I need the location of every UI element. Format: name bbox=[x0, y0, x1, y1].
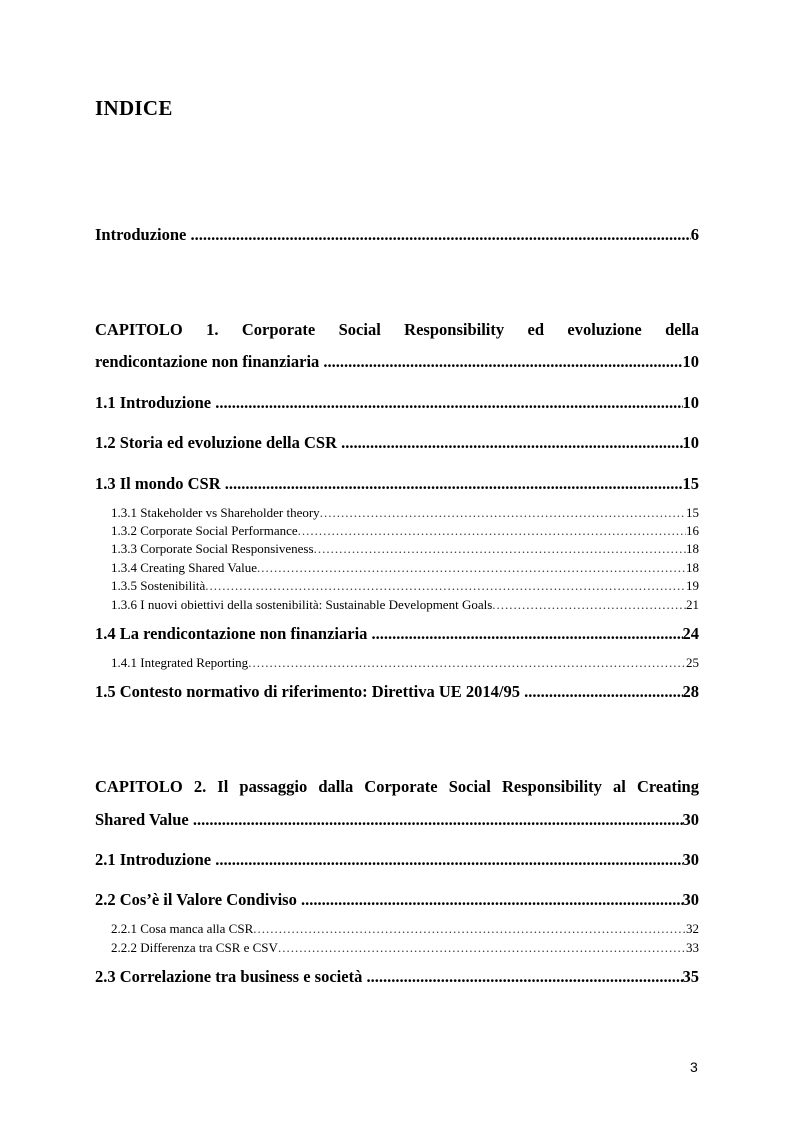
toc-entry-page: 15 bbox=[682, 474, 699, 493]
dot-leader bbox=[191, 225, 691, 245]
toc-entry-page: 10 bbox=[682, 393, 699, 412]
dot-leader bbox=[225, 474, 683, 494]
dot-leader bbox=[193, 810, 683, 830]
toc-entry-section-2-3[interactable] bbox=[95, 967, 699, 987]
toc-entry-page: 25 bbox=[686, 655, 699, 670]
toc-entry-title: 1.3.1 Stakeholder vs Shareholder theory bbox=[111, 505, 320, 520]
toc-entry-page: 24 bbox=[682, 624, 699, 643]
toc-entry-page: 16 bbox=[686, 523, 699, 538]
toc-entry-page: 19 bbox=[686, 578, 699, 593]
dot-leader bbox=[301, 890, 683, 910]
toc-entry-title: 1.1 Introduzione bbox=[95, 393, 212, 412]
toc-entry-page: 28 bbox=[682, 682, 699, 701]
toc-entry-chapter1[interactable] bbox=[95, 352, 699, 372]
dot-leader bbox=[314, 541, 686, 557]
toc-entry-title: 1.3.4 Creating Shared Value bbox=[111, 560, 257, 575]
toc-entry-subsection-1-3-3[interactable] bbox=[111, 541, 699, 557]
dot-leader bbox=[298, 523, 686, 539]
toc-entry-title: 1.3 Il mondo CSR bbox=[95, 474, 221, 493]
toc-entry-page: 30 bbox=[682, 810, 699, 829]
toc-entry-page: 18 bbox=[686, 541, 699, 556]
toc-entry-title: 2.2.1 Cosa manca alla CSR bbox=[111, 921, 254, 936]
dot-leader bbox=[278, 940, 686, 956]
toc-entry-section-1-3[interactable] bbox=[95, 474, 699, 494]
toc-entry-page: 15 bbox=[686, 505, 699, 520]
toc-entry-chapter2[interactable] bbox=[95, 810, 699, 830]
toc-entry-page: 30 bbox=[682, 890, 699, 909]
toc-entry-title: 2.1 Introduzione bbox=[95, 850, 212, 869]
toc-entry-page: 32 bbox=[686, 921, 699, 936]
toc-entry-title: 1.3.6 I nuovi obiettivi della sostenibilità: Sustainable Development Goals bbox=[111, 597, 493, 612]
dot-leader bbox=[320, 505, 686, 521]
toc-entry-page: 18 bbox=[686, 560, 699, 575]
toc-entry-page: 6 bbox=[690, 225, 699, 244]
dot-leader bbox=[215, 850, 682, 870]
toc-entry-page: 33 bbox=[686, 940, 699, 955]
dot-leader bbox=[205, 578, 686, 594]
toc-entry-subsection-2-2-2[interactable] bbox=[111, 940, 699, 956]
chapter2-title-line1[interactable]: CAPITOLO 2. Il passaggio dalla Corporate Social Responsibility al Creating bbox=[95, 777, 699, 796]
toc-entry-page: 10 bbox=[682, 433, 699, 452]
toc-entry-title: 1.4.1 Integrated Reporting bbox=[111, 655, 249, 670]
toc-entry-page: 21 bbox=[686, 597, 699, 612]
toc-entry-title: 2.3 Correlazione tra business e società bbox=[95, 967, 363, 986]
toc-entry-subsection-2-2-1[interactable] bbox=[111, 921, 699, 937]
chapter1-title-line1[interactable]: CAPITOLO 1. Corporate Social Responsibility ed evoluzione della bbox=[95, 320, 699, 339]
toc-entry-title: 1.3.3 Corporate Social Responsiveness bbox=[111, 541, 314, 556]
toc-entry-page: 10 bbox=[682, 352, 699, 371]
toc-entry-subsection-1-3-6[interactable] bbox=[111, 597, 699, 613]
toc-entry-section-1-5[interactable] bbox=[95, 682, 699, 702]
index-heading: INDICE bbox=[95, 96, 173, 120]
toc-entry-subsection-1-3-4[interactable] bbox=[111, 560, 699, 576]
toc-entry-title: 1.3.2 Corporate Social Performance bbox=[111, 523, 298, 538]
toc-entry-page: 30 bbox=[682, 850, 699, 869]
toc-entry-title: Shared Value bbox=[95, 810, 189, 829]
toc-entry-title: 2.2.2 Differenza tra CSR e CSV bbox=[111, 940, 278, 955]
toc-entry-introduction[interactable] bbox=[95, 225, 699, 245]
dot-leader bbox=[492, 597, 686, 613]
toc-entry-subsection-1-3-2[interactable] bbox=[111, 523, 699, 539]
dot-leader bbox=[372, 624, 683, 644]
dot-leader bbox=[253, 921, 686, 937]
toc-entry-title: rendicontazione non finanziaria bbox=[95, 352, 320, 371]
toc-entry-section-1-1[interactable] bbox=[95, 393, 699, 413]
dot-leader bbox=[257, 560, 686, 576]
toc-entry-section-1-2[interactable] bbox=[95, 433, 699, 453]
toc-entry-subsection-1-3-5[interactable] bbox=[111, 578, 699, 594]
page-number: 3 bbox=[690, 1059, 698, 1075]
toc-entry-title: 1.4 La rendicontazione non finanziaria bbox=[95, 624, 368, 643]
toc-entry-subsection-1-3-1[interactable] bbox=[111, 505, 699, 521]
toc-entry-title: 1.5 Contesto normativo di riferimento: Direttiva UE 2014/95 bbox=[95, 682, 520, 701]
dot-leader bbox=[524, 682, 682, 702]
toc-entry-section-1-4[interactable] bbox=[95, 624, 699, 644]
toc-entry-title: 1.3.5 Sostenibilità bbox=[111, 578, 206, 593]
toc-entry-section-2-1[interactable] bbox=[95, 850, 699, 870]
dot-leader bbox=[366, 967, 682, 987]
dot-leader bbox=[341, 433, 682, 453]
toc-entry-subsection-1-4-1[interactable] bbox=[111, 655, 699, 671]
dot-leader bbox=[248, 655, 686, 671]
dot-leader bbox=[215, 393, 682, 413]
toc-entry-title: Introduzione bbox=[95, 225, 187, 244]
toc-entry-section-2-2[interactable] bbox=[95, 890, 699, 910]
dot-leader bbox=[323, 352, 682, 372]
toc-entry-title: 1.2 Storia ed evoluzione della CSR bbox=[95, 433, 337, 452]
toc-entry-title: 2.2 Cos’è il Valore Condiviso bbox=[95, 890, 297, 909]
toc-entry-page: 35 bbox=[682, 967, 699, 986]
